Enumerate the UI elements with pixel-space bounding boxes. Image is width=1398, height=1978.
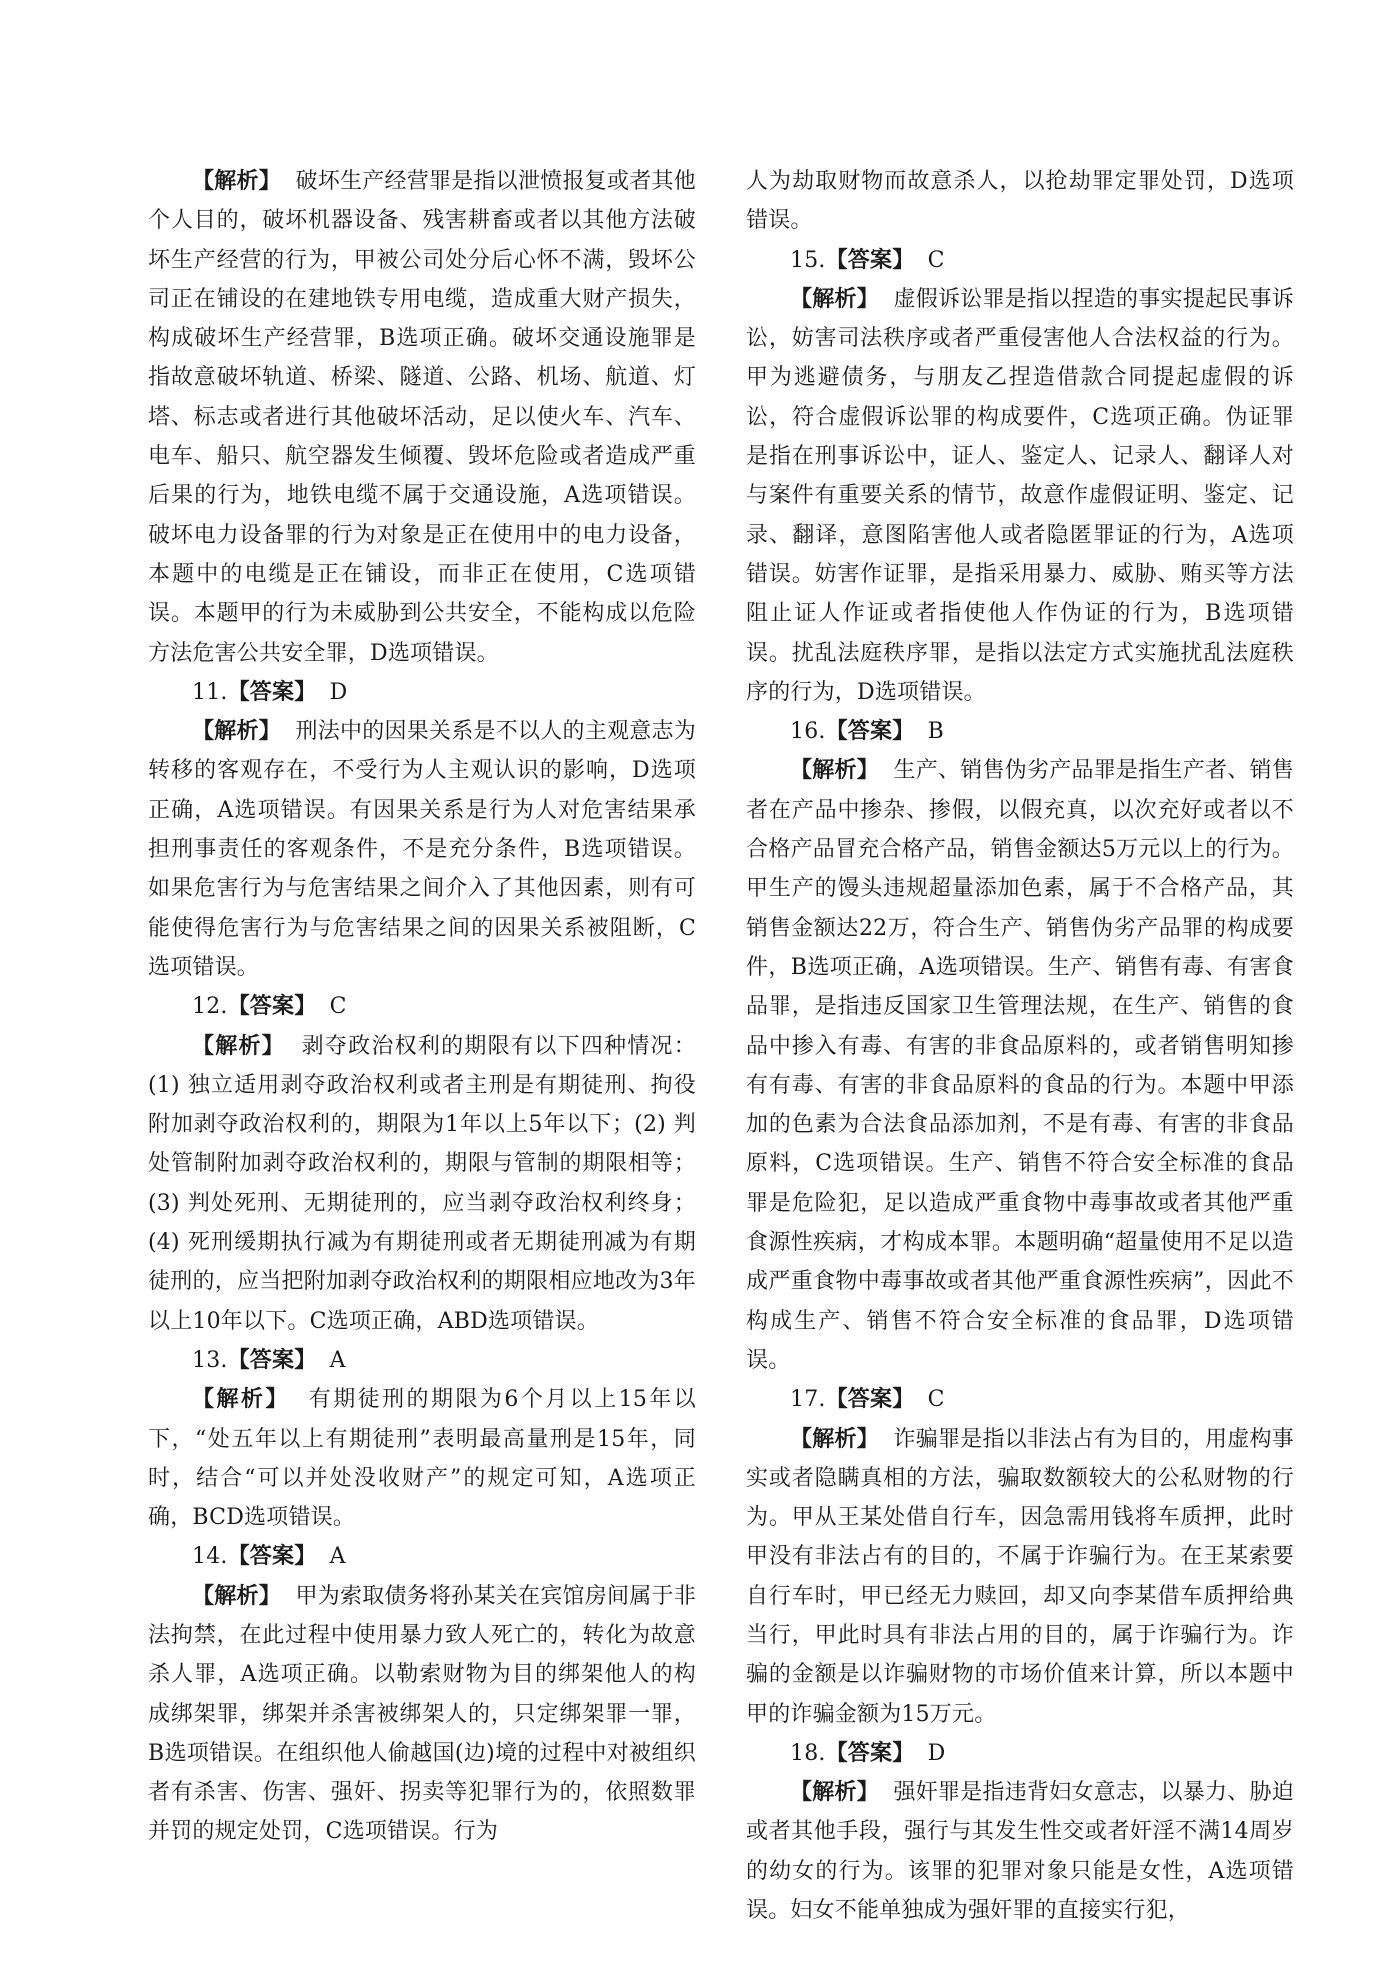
analysis-tag: 【解析】 bbox=[790, 1426, 880, 1452]
analysis-paragraph-11 bbox=[148, 712, 696, 987]
answer-tag: 【答案】 bbox=[227, 1347, 317, 1373]
question-number: 18. bbox=[790, 1740, 826, 1766]
analysis-text: 有期徒刑的期限为6个月以上15年以下，“处五年以上有期徒刑”表明最高量刑是15年，同时，结合“可以并处没收财产”的规定可知，A选项正确，BCD选项错误。 bbox=[148, 1387, 696, 1531]
analysis-tag: 【解析】 bbox=[192, 719, 282, 745]
answer-tag: 【答案】 bbox=[825, 1387, 915, 1413]
analysis-text: 破坏生产经营罪是指以泄愤报复或者其他个人目的，破坏机器设备、残害耕畜或者以其他方法破坏生产经营的行为，甲被公司处分后心怀不满，毁坏公司正在铺设的在建地铁专用电缆，造成重大财产损失，构成破坏生产经营罪，B选项正确。破坏交通设施罪是指故意破坏轨道、桥梁、隧道、公路、机场、航道、灯塔、标志或者进行其他破坏活动，足以使火车、汽车、电车、船只、航空器发生倾覆、毁坏危险或者造成严重后果的行为，地铁电缆不属于交通设施，A选项错误。破坏电力设备罪的行为对象是正在使用中的电力设备，本题中的电缆是正在铺设，而非正在使用，C选项错误。本题甲的行为未威胁到公共安全，不能构成以危险方法危害公共安全罪，D选项错误。 bbox=[148, 169, 696, 666]
question-number: 16. bbox=[790, 719, 826, 745]
analysis-paragraph-18 bbox=[746, 1773, 1294, 1930]
analysis-tag: 【解析】 bbox=[790, 758, 880, 784]
analysis-paragraph-15 bbox=[746, 280, 1294, 712]
answer-value: D bbox=[329, 679, 348, 705]
analysis-paragraph-14 bbox=[148, 1577, 696, 1852]
answer-line-18 bbox=[746, 1734, 1294, 1773]
analysis-paragraph-12 bbox=[148, 1027, 696, 1341]
question-number: 17. bbox=[790, 1387, 826, 1413]
analysis-tag: 【解析】 bbox=[790, 286, 880, 312]
answer-value: C bbox=[927, 247, 945, 273]
answer-tag: 【答案】 bbox=[825, 247, 915, 273]
analysis-paragraph-16 bbox=[746, 751, 1294, 1380]
analysis-tag: 【解析】 bbox=[192, 1583, 282, 1609]
answer-line-16 bbox=[746, 712, 1294, 751]
analysis-text: 剥夺政治权利的期限有以下四种情况：(1) 独立适用剥夺政治权利或者主刑是有期徒刑、拘役附加剥夺政治权利的，期限为1年以上5年以下；(2) 判处管制附加剥夺政治权利的，期限与管制的期限相等；(3) 判处死刑、无期徒刑的，应当剥夺政治权利终身；(4) 死刑缓期执行减为有期徒刑或者无期徒刑减为有期徒刑的，应当把附加剥夺政治权利的期限相应地改为3年以上10年以下。C选项正确，ABD选项错误。 bbox=[148, 1033, 696, 1334]
analysis-tag: 【解析】 bbox=[192, 1033, 286, 1059]
right-column bbox=[746, 162, 1294, 1930]
left-column bbox=[148, 162, 696, 1852]
question-number: 15. bbox=[790, 247, 826, 273]
analysis-tag: 【解析】 bbox=[790, 1780, 880, 1806]
answer-line-11 bbox=[148, 673, 696, 712]
analysis-paragraph-17 bbox=[746, 1420, 1294, 1734]
answer-value: B bbox=[927, 719, 944, 745]
analysis-text: 人为劫取财物而故意杀人，以抢劫罪定罪处罚，D选项错误。 bbox=[746, 169, 1294, 234]
analysis-tag: 【解析】 bbox=[192, 169, 282, 194]
analysis-text: 诈骗罪是指以非法占有为目的，用虚构事实或者隐瞒真相的方法，骗取数额较大的公私财物的行为。甲从王某处借自行车，因急需用钱将车质押，此时甲没有非法占有的目的，不属于诈骗行为。在王某索要自行车时，甲已经无力赎回，却又向李某借车质押给典当行，甲此时具有非法占用的目的，属于诈骗行为。诈骗的金额是以诈骗财物的市场价值来计算，所以本题中甲的诈骗金额为15万元。 bbox=[746, 1426, 1294, 1727]
analysis-tag: 【解析】 bbox=[192, 1387, 290, 1413]
analysis-paragraph-13 bbox=[148, 1380, 696, 1537]
question-number: 13. bbox=[192, 1347, 228, 1373]
answer-value: C bbox=[927, 1387, 945, 1413]
answer-line-12 bbox=[148, 987, 696, 1026]
answer-value: A bbox=[329, 1544, 346, 1570]
answer-line-13 bbox=[148, 1341, 696, 1380]
answer-tag: 【答案】 bbox=[825, 719, 915, 745]
answer-value: A bbox=[329, 1347, 346, 1373]
answer-tag: 【答案】 bbox=[227, 1544, 317, 1570]
question-number: 12. bbox=[192, 994, 228, 1020]
answer-tag: 【答案】 bbox=[227, 994, 317, 1020]
answer-line-15 bbox=[746, 241, 1294, 280]
analysis-text: 甲为索取债务将孙某关在宾馆房间属于非法拘禁，在此过程中使用暴力致人死亡的，转化为故意杀人罪，A选项正确。以勒索财物为目的绑架他人的构成绑架罪，绑架并杀害被绑架人的，只定绑架罪一罪，B选项错误。在组织他人偷越国(边)境的过程中对被组织者有杀害、伤害、强奸、拐卖等犯罪行为的，依照数罪并罚的规定处罚，C选项错误。行为 bbox=[148, 1583, 696, 1845]
answer-tag: 【答案】 bbox=[825, 1740, 915, 1766]
question-number: 14. bbox=[192, 1544, 228, 1570]
answer-line-17 bbox=[746, 1380, 1294, 1419]
analysis-paragraph-14-continued bbox=[746, 162, 1294, 241]
answer-value: C bbox=[329, 994, 347, 1020]
analysis-text: 生产、销售伪劣产品罪是指生产者、销售者在产品中掺杂、掺假，以假充真，以次充好或者以不合格产品冒充合格产品，销售金额达5万元以上的行为。甲生产的馒头违规超量添加色素，属于不合格产品，其销售金额达22万，符合生产、销售伪劣产品罪的构成要件，B选项正确，A选项错误。生产、销售有毒、有害食品罪，是指违反国家卫生管理法规，在生产、销售的食品中掺入有毒、有害的非食品原料的，或者销售明知掺有有毒、有害的非食品原料的食品的行为。本题中甲添加的色素为合法食品添加剂，不是有毒、有害的非食品原料，C选项错误。生产、销售不符合安全标准的食品罪是危险犯，足以造成严重食物中毒事故或者其他严重食源性疾病，才构成本罪。本题明确“超量使用不足以造成严重食物中毒事故或者其他严重食源性疾病”，因此不构成生产、销售不符合安全标准的食品罪，D选项错误。 bbox=[746, 758, 1294, 1373]
analysis-text: 强奸罪是指违背妇女意志，以暴力、胁迫或者其他手段，强行与其发生性交或者奸淫不满14周岁的幼女的行为。该罪的犯罪对象只能是女性，A选项错误。妇女不能单独成为强奸罪的直接实行犯， bbox=[746, 1780, 1294, 1924]
answer-tag: 【答案】 bbox=[227, 679, 317, 705]
analysis-paragraph-10 bbox=[148, 162, 696, 673]
analysis-text: 刑法中的因果关系是不以人的主观意志为转移的客观存在，不受行为人主观认识的影响，D选项正确，A选项错误。有因果关系是行为人对危害结果承担刑事责任的客观条件，不是充分条件，B选项错误。如果危害行为与危害结果之间介入了其他因素，则有可能使得危害行为与危害结果之间的因果关系被阻断，C选项错误。 bbox=[148, 719, 696, 980]
question-number: 11. bbox=[192, 679, 228, 705]
answer-value: D bbox=[927, 1740, 946, 1766]
analysis-text: 虚假诉讼罪是指以捏造的事实提起民事诉讼，妨害司法秩序或者严重侵害他人合法权益的行为。甲为逃避债务，与朋友乙捏造借款合同提起虚假的诉讼，符合虚假诉讼罪的构成要件，C选项正确。伪证罪是指在刑事诉讼中，证人、鉴定人、记录人、翻译人对与案件有重要关系的情节，故意作虚假证明、鉴定、记录、翻译，意图陷害他人或者隐匿罪证的行为，A选项错误。妨害作证罪，是指采用暴力、威胁、贿买等方法阻止证人作证或者指使他人作伪证的行为，B选项错误。扰乱法庭秩序罪，是指以法定方式实施扰乱法庭秩序的行为，D选项错误。 bbox=[746, 286, 1294, 705]
answer-line-14 bbox=[148, 1537, 696, 1576]
